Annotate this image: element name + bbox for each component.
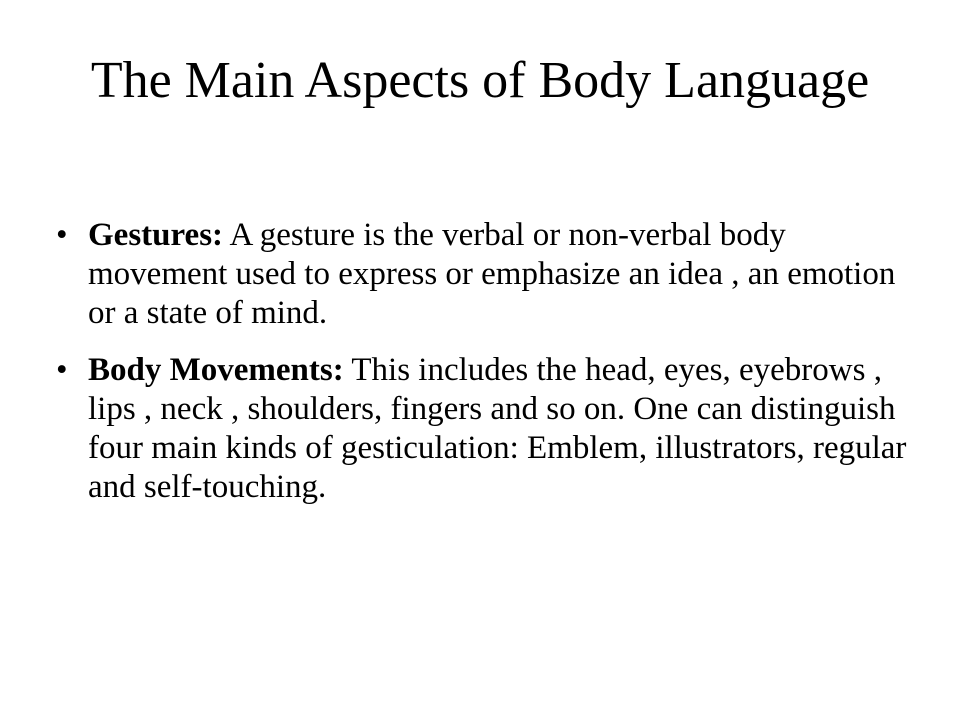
bullet-term: Body Movements: xyxy=(88,352,344,388)
bullet-list xyxy=(56,216,916,525)
bullet-term: Gestures: xyxy=(88,217,224,253)
bullet-item-body-movements xyxy=(56,351,916,507)
bullet-point-icon: • xyxy=(56,217,68,253)
bullet-text: This includes the head, eyes, eyebrows , lips , neck , shoulders, fingers and so on. One can distinguish four main kinds of gesticulation: Emblem, illustrators, regular and self-touching. xyxy=(88,352,907,505)
bullet-point-icon: • xyxy=(56,352,68,388)
bullet-item-gestures xyxy=(56,216,916,333)
slide-title: The Main Aspects of Body Language xyxy=(90,52,870,109)
bullet-text: A gesture is the verbal or non-verbal body movement used to express or emphasize an idea , an emotion or a state of mind. xyxy=(88,217,896,331)
